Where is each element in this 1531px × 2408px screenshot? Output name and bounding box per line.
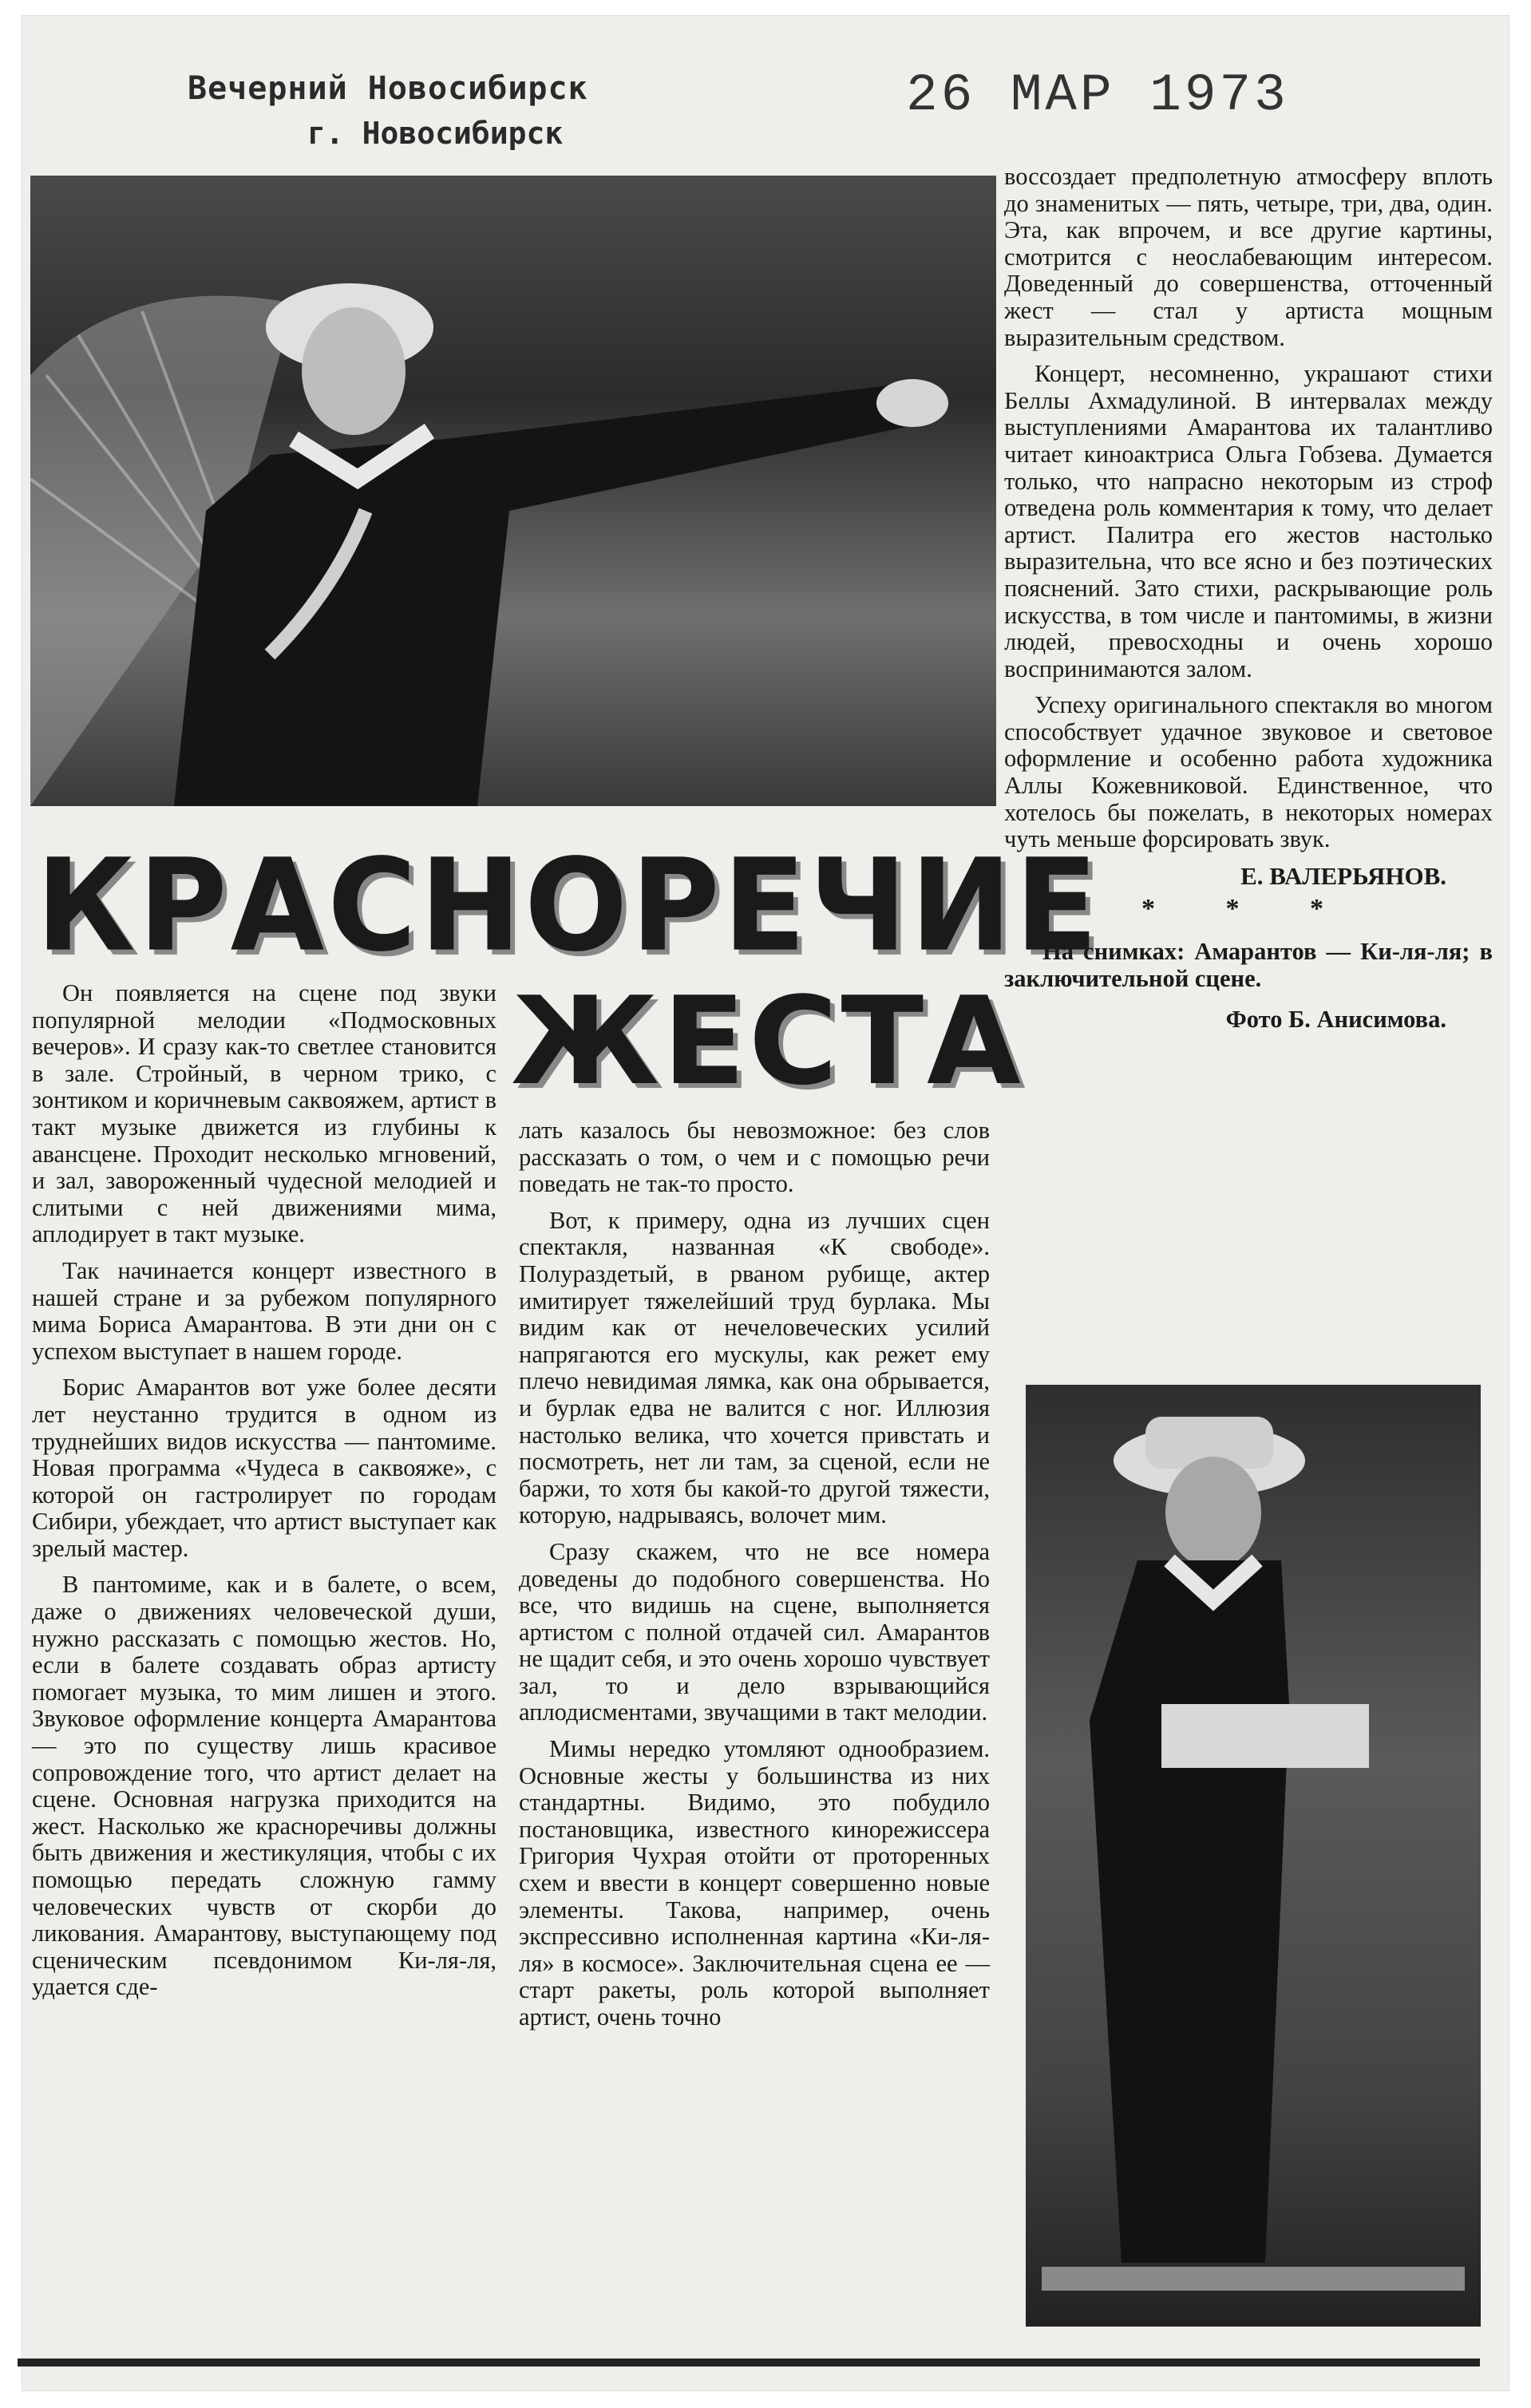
paragraph: Он появляется на сцене под звуки популярной мелодии «Подмосковных вечеров». И сразу как-то светлее становится в зале. Стройный, в черном трико, с зонтиком и коричневым саквояжем, артист в такт музыке движется из глубины к авансцене. Проходит несколько мгновений, и зал, завороженный чудесной мелодией и слитыми с ней движениями мима, аплодирует в такт музыке. xyxy=(32,979,496,1248)
paragraph: Так начинается концерт известного в нашей стране и за рубежом популярного мима Бориса Амарантова. В эти дни он с успехом выступает в нашем городе. xyxy=(32,1256,496,1365)
headline-line-2: ЖЕСТА xyxy=(511,971,1024,1112)
paragraph: воссоздает предполетную атмосферу вплоть до знаменитых — пять, четыре, три, два, один. Эта, как впрочем, и все другие картины, смотрится с неослабевающим интересом. Доведенный до совершенства, отточенный жест — стал у артиста мощным выразительным средством. xyxy=(1004,163,1493,351)
photo-credit: Фото Б. Анисимова. xyxy=(1225,1006,1446,1034)
author-signature: Е. ВАЛЕРЬЯНОВ. xyxy=(1240,861,1446,890)
paragraph: Сразу скажем, что не все номера доведены до подобного совершенства. Но все, что видишь на сцене, выполняется артистом с полной отдачей сил. Амарантов не щадит себя, и это очень хорошо чувствует зал, то и дело взрывающийся аплодисментами, звучащими в такт мелодии. xyxy=(519,1537,990,1726)
photo-mime-final-scene xyxy=(1026,1385,1481,2327)
paragraph: Успеху оригинального спектакля во многом способствует удачное звуковое и световое оформление и особенно работа художника Аллы Кожевниковой. Единственное, что хотелось бы пожелать, в некоторых номерах чуть меньше форсировать звук. xyxy=(1004,691,1493,853)
newspaper-name-stamp: Вечерний Новосибирск xyxy=(188,70,588,107)
article-column-2 xyxy=(519,1117,990,2041)
date-stamp: 26 МАР 1973 xyxy=(906,65,1289,125)
headline-line-1: КРАСНОРЕЧИЕ xyxy=(36,831,1102,980)
paragraph: Борис Амарантов вот уже более десяти лет неустанно трудится в одном из труднейших видов искусства — пантомиме. Новая программа «Чудеса в саквояже», с которой он гастролирует по городам Сибири, убеждает, что артист выступает как зрелый мастер. xyxy=(32,1374,496,1562)
paragraph: В пантомиме, как и в балете, о всем, даже о движениях человеческой души, нужно рассказать с помощью жестов. Но, если в балете создавать образ артисту помогает музыка, то мим лишен и этого. Звуковое оформление концерта Амарантова — это по существу лишь красивое сопровождение того, что артист делает на сцене. Основная нагрузка приходится на жест. Насколько же красноречивы должны быть движения и жестикуляция, чтобы с их помощью передать сложную гамму человеческих чувств от скорби до ликования. Амарантову, выступающему под сценическим псевдонимом Ки-ля-ля, удается сде- xyxy=(32,1571,496,2001)
article-column-3 xyxy=(1004,164,1493,1034)
photo-mime-with-umbrella xyxy=(30,176,996,806)
article-column-1 xyxy=(32,980,496,2011)
photo-caption: На снимках: Амарантов — Ки-ля-ля; в заключительной сцене. xyxy=(1004,938,1493,992)
separator-stars: * * * xyxy=(1141,894,1355,924)
paragraph: Мимы нередко утомляют однообразием. Основные жесты у большинства из них стандартны. Видимо, это побудило постановщика, известного кинорежиссера Григория Чухрая отойти от проторенных схем и ввести в концерт совершенно новые элементы. Такова, например, очень экспрессивно исполненная картина «Ки-ля-ля» в космосе». Заключительная сцена ее — старт ракеты, роль которой выполняет артист, очень точно xyxy=(519,1735,990,2030)
paragraph: Концерт, несомненно, украшают стихи Беллы Ахмадулиной. В интервалах между выступлениями Амарантова их талантливо читает киноактриса Ольга Гобзева. Думается только, что напрасно некоторым из строф отведена роль комментария к тому, что делает артист. Палитра его жестов настолько выразительна, что все ясно и без поэтических пояснений. Зато стихи, раскрывающие роль искусства, в том числе и пантомимы, в жизни людей, превосходны и очень хорошо воспринимаются залом. xyxy=(1004,360,1493,682)
city-stamp: г. Новосибирск xyxy=(307,116,564,151)
paragraph: Вот, к примеру, одна из лучших сцен спектакля, названная «К свободе». Полураздетый, в рваном рубище, актер имитирует тяжелейший труд бурлака. Мы видим как от нечеловеческих усилий напрягаются его мускулы, как режет ему плечо невидимая лямка, как она обрывается, и бурлак едва не валится с ног. Иллюзия настолько велика, что хочется привстать и посмотреть, нет ли там, за сценой, если не баржи, то хотя бы какой-то другой тяжести, которую, надрываясь, волочет мим. xyxy=(519,1206,990,1529)
bottom-rule xyxy=(18,2359,1480,2366)
paragraph: лать казалось бы невозможное: без слов рассказать о том, о чем и с помощью речи поведать не так-то просто. xyxy=(519,1117,990,1198)
